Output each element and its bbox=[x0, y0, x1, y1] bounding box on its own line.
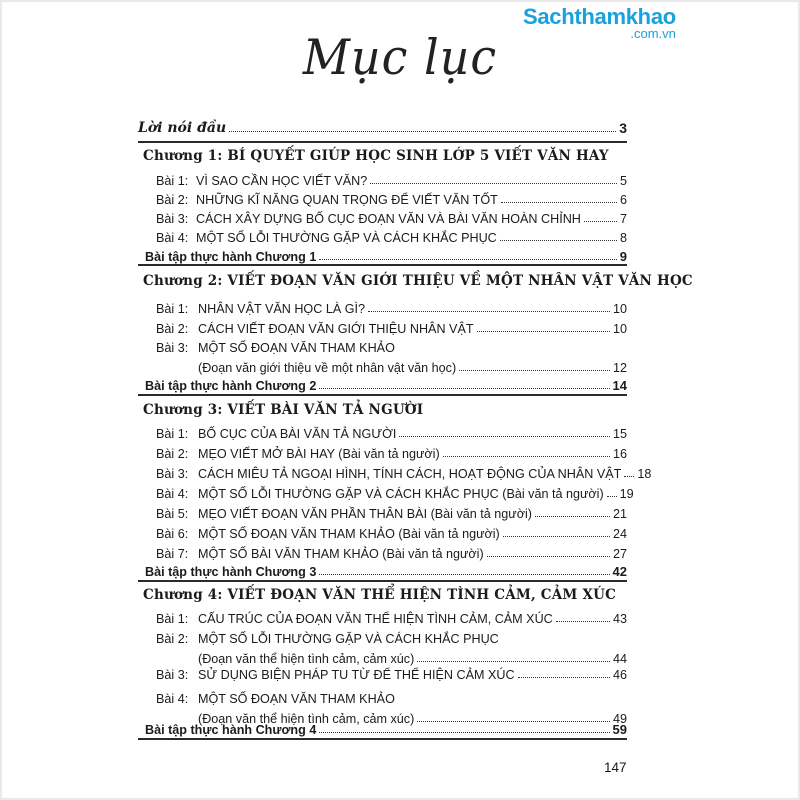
page-ref: 24 bbox=[612, 527, 627, 541]
lesson-number: Bài 2: bbox=[156, 632, 189, 646]
dot-leader bbox=[487, 556, 610, 557]
toc-entry-label bbox=[156, 487, 604, 501]
toc-entry bbox=[156, 541, 627, 561]
toc-entry-label bbox=[156, 174, 367, 188]
toc-entry bbox=[156, 606, 627, 626]
toc-entry-note: (Đoạn văn thể hiện tình cảm, cảm xúc) bbox=[198, 712, 415, 726]
dot-leader bbox=[319, 388, 609, 389]
lesson-number: Bài 5: bbox=[156, 507, 189, 521]
watermark-domain: .com.vn bbox=[630, 26, 676, 41]
dot-leader bbox=[607, 496, 617, 497]
toc-entry bbox=[156, 421, 627, 441]
page-ref: 15 bbox=[612, 427, 627, 441]
page-ref: 42 bbox=[612, 564, 627, 579]
dot-leader bbox=[477, 331, 610, 332]
lesson-title: MẸO VIẾT MỞ BÀI HAY (Bài văn tả người) bbox=[198, 447, 440, 461]
section-divider bbox=[138, 580, 627, 582]
toc-entry-label bbox=[156, 212, 581, 226]
lesson-number: Bài 1: bbox=[156, 174, 189, 188]
toc-entry bbox=[156, 168, 627, 188]
dot-leader bbox=[500, 240, 617, 241]
toc-entry bbox=[156, 335, 627, 355]
lesson-title: MỘT SỐ LỖI THƯỜNG GẶP VÀ CÁCH KHẮC PHỤC bbox=[196, 231, 497, 245]
page-ref: 7 bbox=[619, 212, 627, 226]
lesson-title: NHỮNG KĨ NĂNG QUAN TRỌNG ĐỂ VIẾT VĂN TỐT bbox=[196, 193, 498, 207]
toc-entry-practice-label: Bài tập thực hành Chương 2 bbox=[145, 379, 317, 393]
toc-entry-label bbox=[156, 341, 395, 355]
dot-leader bbox=[503, 536, 610, 537]
page-ref: 44 bbox=[612, 652, 627, 666]
section-divider bbox=[138, 264, 627, 266]
toc-entry-intro-label: Lời nói đầu bbox=[138, 120, 227, 136]
lesson-number: Bài 2: bbox=[156, 322, 189, 336]
toc-entry-intro bbox=[138, 116, 627, 136]
chapter-heading: Chương 3: VIẾT BÀI VĂN TẢ NGƯỜI bbox=[143, 402, 424, 418]
toc-entry-practice bbox=[145, 244, 627, 264]
lesson-title: MỘT SỐ ĐOẠN VĂN THAM KHẢO (Bài văn tả người) bbox=[198, 527, 500, 541]
lesson-title: VÌ SAO CẦN HỌC VIẾT VĂN? bbox=[196, 174, 368, 188]
toc-entry bbox=[156, 206, 627, 226]
toc-entry-note: (Đoạn văn giới thiệu về một nhân vật văn học) bbox=[198, 361, 457, 375]
page-ref: 5 bbox=[619, 174, 627, 188]
toc-entry bbox=[156, 686, 627, 706]
chapter-heading: Chương 2: VIẾT ĐOẠN VĂN GIỚI THIỆU VỀ MỘT NHÂN VẬT VĂN HỌC bbox=[143, 273, 693, 289]
lesson-number: Bài 3: bbox=[156, 668, 189, 682]
lesson-title: MỘT SỐ ĐOẠN VĂN THAM KHẢO bbox=[198, 692, 395, 706]
dot-leader bbox=[501, 202, 617, 203]
section-divider bbox=[138, 141, 627, 143]
lesson-title: CÁCH VIẾT ĐOẠN VĂN GIỚI THIỆU NHÂN VẬT bbox=[198, 322, 474, 336]
page-ref: 9 bbox=[619, 249, 627, 264]
toc-entry-label bbox=[156, 507, 532, 521]
toc-entry-continued bbox=[198, 355, 627, 375]
lesson-title: SỬ DỤNG BIỆN PHÁP TU TỪ ĐỂ THỂ HIỆN CẢM XÚC bbox=[198, 668, 515, 682]
dot-leader bbox=[624, 476, 634, 477]
lesson-number: Bài 6: bbox=[156, 527, 189, 541]
lesson-title: MỘT SỐ BÀI VĂN THAM KHẢO (Bài văn tả người) bbox=[198, 547, 484, 561]
dot-leader bbox=[556, 621, 610, 622]
toc-entry bbox=[156, 461, 652, 481]
page-ref: 59 bbox=[612, 722, 627, 737]
dot-leader bbox=[368, 311, 610, 312]
lesson-title: MỘT SỐ LỖI THƯỜNG GẶP VÀ CÁCH KHẮC PHỤC (Bài văn tả người) bbox=[198, 487, 604, 501]
lesson-title: CẤU TRÚC CỦA ĐOẠN VĂN THỂ HIỆN TÌNH CẢM, CẢM XÚC bbox=[198, 612, 553, 626]
lesson-number: Bài 3: bbox=[156, 341, 189, 355]
section-divider bbox=[138, 738, 627, 740]
lesson-title: CÁCH MIÊU TẢ NGOẠI HÌNH, TÍNH CÁCH, HOẠT ĐỘNG CỦA NHÂN VẬT bbox=[198, 467, 622, 481]
chapter-heading: Chương 4: VIẾT ĐOẠN VĂN THỂ HIỆN TÌNH CẢM, CẢM XÚC bbox=[143, 587, 617, 603]
toc-entry-label bbox=[156, 632, 499, 646]
page-ref: 21 bbox=[612, 507, 627, 521]
toc-entry bbox=[156, 187, 627, 207]
toc-entry-practice bbox=[145, 373, 627, 393]
page-ref: 43 bbox=[612, 612, 627, 626]
lesson-title: MẸO VIẾT ĐOẠN VĂN PHẦN THÂN BÀI (Bài văn tả người) bbox=[198, 507, 532, 521]
lesson-number: Bài 4: bbox=[156, 692, 189, 706]
lesson-number: Bài 3: bbox=[156, 212, 189, 226]
toc-entry-practice bbox=[145, 717, 627, 737]
page-ref: 12 bbox=[612, 361, 627, 375]
dot-leader bbox=[584, 221, 617, 222]
lesson-number: Bài 1: bbox=[156, 612, 189, 626]
dot-leader bbox=[518, 677, 610, 678]
lesson-number: Bài 2: bbox=[156, 193, 189, 207]
page-ref: 18 bbox=[637, 467, 652, 481]
toc-entry bbox=[156, 626, 627, 646]
lesson-number: Bài 4: bbox=[156, 487, 189, 501]
toc-entry bbox=[156, 501, 627, 521]
toc-entry bbox=[156, 441, 627, 461]
toc-entry-label bbox=[156, 427, 396, 441]
toc-entry-label bbox=[156, 302, 365, 316]
lesson-title: BỐ CỤC CỦA BÀI VĂN TẢ NGƯỜI bbox=[198, 427, 397, 441]
toc-entry-label bbox=[156, 322, 474, 336]
chapter-heading: Chương 1: BÍ QUYẾT GIÚP HỌC SINH LỚP 5 VIẾT VĂN HAY bbox=[143, 148, 609, 164]
toc-entry bbox=[156, 521, 627, 541]
page-title: Mục lục bbox=[302, 28, 498, 86]
toc-entry-practice-label: Bài tập thực hành Chương 1 bbox=[145, 250, 317, 264]
lesson-number: Bài 7: bbox=[156, 547, 189, 561]
toc-entry-label bbox=[156, 447, 440, 461]
page-ref: 49 bbox=[612, 712, 627, 726]
toc-entry-label bbox=[156, 527, 500, 541]
page-ref: 10 bbox=[612, 302, 627, 316]
section-divider bbox=[138, 394, 627, 396]
dot-leader bbox=[535, 516, 610, 517]
dot-leader bbox=[229, 131, 616, 132]
lesson-number: Bài 4: bbox=[156, 231, 189, 245]
page-ref: 46 bbox=[612, 668, 627, 682]
toc-entry-practice-label: Bài tập thực hành Chương 3 bbox=[145, 565, 317, 579]
toc-entry-note: (Đoạn văn thể hiện tình cảm, cảm xúc) bbox=[198, 652, 415, 666]
toc-entry-practice bbox=[145, 559, 627, 579]
lesson-title: MỘT SỐ ĐOẠN VĂN THAM KHẢO bbox=[198, 341, 395, 355]
toc-entry-label bbox=[156, 231, 497, 245]
page-ref: 3 bbox=[619, 120, 627, 136]
page-ref: 16 bbox=[612, 447, 627, 461]
toc-entry bbox=[156, 225, 627, 245]
dot-leader bbox=[319, 259, 616, 260]
toc-entry-label bbox=[156, 668, 515, 682]
dot-leader bbox=[370, 183, 617, 184]
page-ref: 14 bbox=[612, 378, 627, 393]
toc-entry bbox=[156, 296, 627, 316]
dot-leader bbox=[319, 732, 609, 733]
lesson-number: Bài 1: bbox=[156, 302, 189, 316]
lesson-title: NHÂN VẬT VĂN HỌC LÀ GÌ? bbox=[198, 302, 366, 316]
lesson-title: MỘT SỐ LỖI THƯỜNG GẶP VÀ CÁCH KHẮC PHỤC bbox=[198, 632, 499, 646]
watermark-brand: Sachthamkhao bbox=[523, 4, 676, 29]
page-ref: 6 bbox=[619, 193, 627, 207]
toc-entry bbox=[156, 316, 627, 336]
dot-leader bbox=[399, 436, 610, 437]
lesson-number: Bài 3: bbox=[156, 467, 189, 481]
toc-entry bbox=[156, 662, 627, 682]
page-ref: 8 bbox=[619, 231, 627, 245]
page-ref: 27 bbox=[612, 547, 627, 561]
toc-entry-label bbox=[156, 193, 498, 207]
lesson-number: Bài 2: bbox=[156, 447, 189, 461]
toc-entry-label bbox=[156, 612, 553, 626]
dot-leader bbox=[459, 370, 610, 371]
page-ref: 10 bbox=[612, 322, 627, 336]
page-ref: 19 bbox=[619, 487, 634, 501]
toc-entry-label bbox=[156, 467, 621, 481]
toc-entry-label bbox=[156, 692, 395, 706]
lesson-title: CÁCH XÂY DỰNG BỐ CỤC ĐOẠN VĂN VÀ BÀI VĂN HOÀN CHỈNH bbox=[196, 212, 581, 226]
page-number: 147 bbox=[604, 760, 627, 775]
lesson-number: Bài 1: bbox=[156, 427, 189, 441]
toc-entry bbox=[156, 481, 634, 501]
dot-leader bbox=[443, 456, 610, 457]
dot-leader bbox=[319, 574, 609, 575]
toc-entry-practice-label: Bài tập thực hành Chương 4 bbox=[145, 723, 317, 737]
